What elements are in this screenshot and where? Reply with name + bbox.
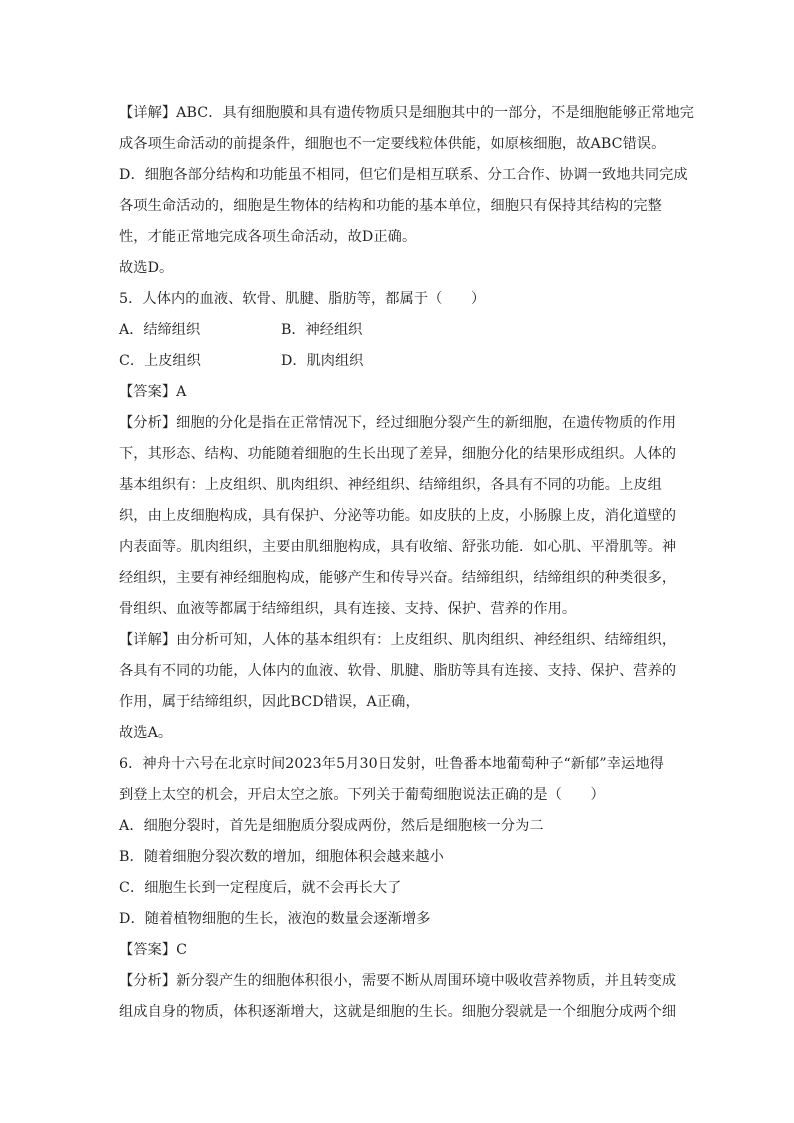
option-a: A．结缔组织 xyxy=(119,322,201,338)
option-row xyxy=(119,315,679,346)
option-a: A．细胞分裂时，首先是细胞质分裂成两份，然后是细胞核一分为二 xyxy=(119,818,544,834)
question-stem: 到登上太空的机会，开启太空之旅。下列关于葡萄细胞说法正确的是（ ） xyxy=(119,787,605,803)
question-6 xyxy=(119,749,679,1028)
analysis-block xyxy=(119,966,679,1028)
answer-line: 【答案】A xyxy=(119,384,187,400)
option-row xyxy=(119,346,679,377)
question-stem: 6．神舟十六号在北京时间2023年5月30日发射，吐鲁番本地葡萄种子“新郁”幸运地得 xyxy=(119,756,664,772)
analysis-block xyxy=(119,408,679,625)
option-b: B．随着细胞分裂次数的增加，细胞体积会越来越小 xyxy=(119,849,444,865)
detail-block-q4 xyxy=(119,98,695,284)
text-line: 作用，属于结缔组织，因此BCD错误，A正确， xyxy=(119,694,420,710)
text-line: 各具有不同的功能，人体内的血液、软骨、肌腱、脂肪等具有连接、支持、保护、营养的 xyxy=(119,663,677,679)
text-line: 组成自身的物质，体积逐渐增大，这就是细胞的生长。细胞分裂就是一个细胞分成两个细 xyxy=(119,1004,677,1020)
question-5 xyxy=(119,284,679,749)
text-line: 【分析】新分裂产生的细胞体积很小，需要不断从周围环境中吸收营养物质，并且转变成 xyxy=(119,973,677,989)
text-line: 织，由上皮细胞构成，具有保护、分泌等功能。如皮肤的上皮，小肠腺上皮，消化道壁的 xyxy=(119,508,677,524)
detail-block xyxy=(119,625,679,749)
option-b: B．神经组织 xyxy=(281,322,363,338)
text-line: 【详解】ABC．具有细胞膜和具有遗传物质只是细胞其中的一部分，不是细胞能够正常地完 xyxy=(119,105,695,121)
text-line: D．细胞各部分结构和功能虽不相同，但它们是相互联系、分工合作、协调一致地共同完成 xyxy=(119,167,688,183)
text-line: 性，才能正常地完成各项生命活动，故D正确。 xyxy=(119,229,417,245)
option-d: D．肌肉组织 xyxy=(281,353,364,369)
answer-line: 【答案】C xyxy=(119,942,188,958)
text-line: 各项生命活动的，细胞是生物体的结构和功能的基本单位，细胞只有保持其结构的完整 xyxy=(119,198,662,214)
text-line: 下，其形态、结构、功能随着细胞的生长出现了差异，细胞分化的结果形成组织。人体的 xyxy=(119,446,677,462)
option-d: D．随着植物细胞的生长，液泡的数量会逐渐增多 xyxy=(119,911,431,927)
document-page xyxy=(119,98,695,1028)
text-line: 成各项生命活动的前提条件，细胞也不一定要线粒体供能，如原核细胞，故ABC错误。 xyxy=(119,136,666,152)
text-line: 故选A。 xyxy=(119,725,173,741)
question-stem: 5．人体内的血液、软骨、肌腱、脂肪等，都属于（ ） xyxy=(119,291,486,307)
text-line: 【分析】细胞的分化是指在正常情况下，经过细胞分裂产生的新细胞，在遗传物质的作用 xyxy=(119,415,677,431)
text-line: 经组织，主要有神经细胞构成，能够产生和传导兴奋。结缔组织，结缔组织的种类很多， xyxy=(119,570,677,586)
option-c: C．上皮组织 xyxy=(119,353,201,369)
option-c: C．细胞生长到一定程度后，就不会再长大了 xyxy=(119,880,402,896)
text-line: 【详解】由分析可知，人体的基本组织有：上皮组织、肌肉组织、神经组织、结缔组织， xyxy=(119,632,677,648)
text-line: 基本组织有：上皮组织、肌肉组织、神经组织、结缔组织，各具有不同的功能。上皮组 xyxy=(119,477,662,493)
text-line: 故选D。 xyxy=(119,260,174,276)
text-line: 内表面等。肌肉组织，主要由肌细胞构成，具有收缩、舒张功能．如心肌、平滑肌等。神 xyxy=(119,539,677,555)
text-line: 骨组织、血液等都属于结缔组织，具有连接、支持、保护、营养的作用。 xyxy=(119,601,577,617)
